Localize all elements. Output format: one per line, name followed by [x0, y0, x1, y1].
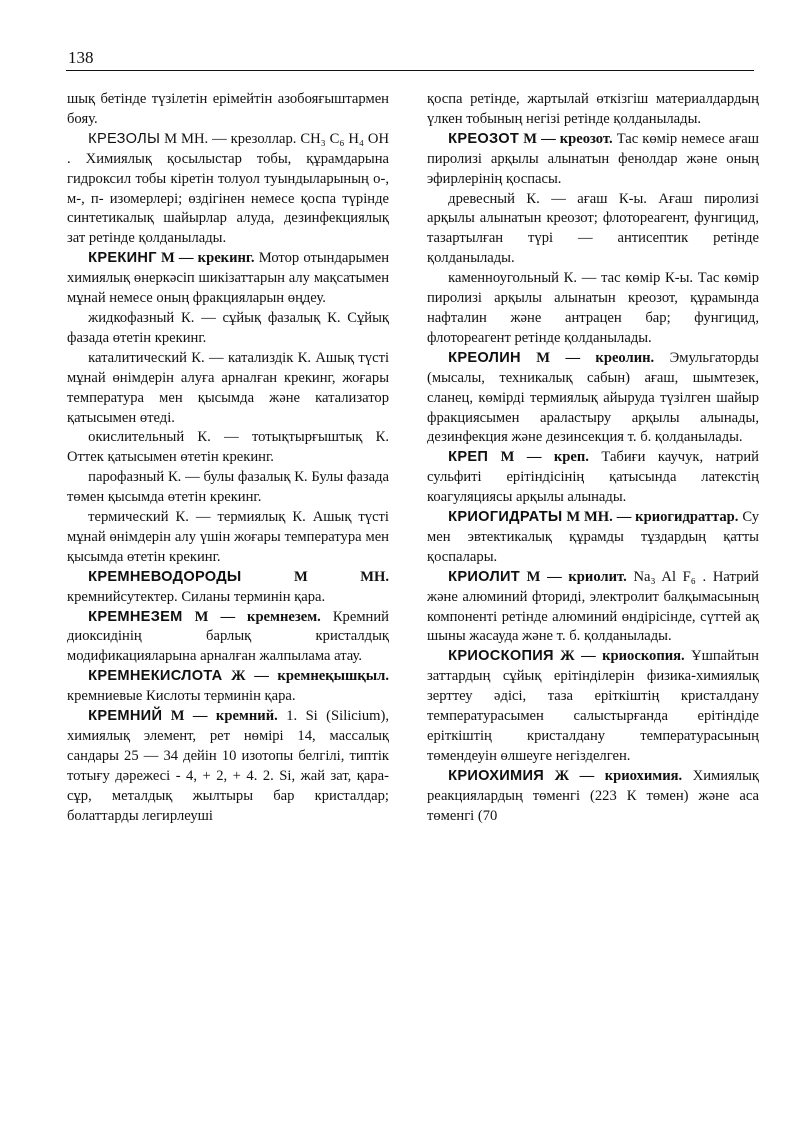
- dictionary-entry: [67, 667, 389, 707]
- entry-gender: Ж: [554, 767, 570, 784]
- entry-headword: КРИОХИМИЯ: [448, 767, 545, 784]
- entry-gender: М МН.: [164, 130, 209, 147]
- entry-translation: — креп.: [526, 449, 589, 466]
- sub-entry: [67, 508, 389, 568]
- entry-definition: Кремний диоксидінің барлық кристалдық модификацияларына арналған жалпылама атау.: [67, 608, 389, 665]
- sub-entry: [67, 468, 389, 508]
- entry-headword: КРЕКИНГ: [88, 250, 157, 267]
- entry-definition: Ұшпайтын заттардың сұйық ерітінділерін физика-химиялық зерттеу әдісі, таза еріткіштің кристалдану температурасымен салыстырғанда ерітіндіде еріткіштің кристалдану температурасының төмендеуін өлшеуге негізделген.: [427, 648, 759, 764]
- entry-definition: Мотор отындарымен химиялық өнеркәсіп шикізаттарын алу мақсатымен мұнай немесе оның фракцияларын өңдеу.: [67, 250, 389, 307]
- entry-definition: Химиялық реакциялардың төменгі (223 К төмен) және аса төменгі (70: [427, 767, 759, 824]
- sub-entry: [67, 349, 389, 429]
- entry-headword: КРЕЗОЛЫ: [88, 130, 161, 147]
- sub-entry-term: каталитический К.: [88, 349, 205, 366]
- sub-entry-term: каменноугольный К.: [448, 270, 578, 287]
- entry-headword: КРЕМНИЙ: [88, 708, 163, 725]
- entry-headword: КРИОСКОПИЯ: [448, 648, 554, 665]
- entry-gender: М МН.: [566, 509, 613, 526]
- entry-translation: — криолит.: [547, 568, 627, 585]
- entry-definition: CH₃ C₆ H₄ OH . Химиялық қосылыстар тобы, құрамдарына гидроксил тобы кіретін толуол туындыларының о-, м-, п- изомерлері; өздігінен немесе қоспа түрінде синтетикалық шайырлар алуда, дезинфекциялық зат ретінде қолданылады.: [67, 130, 389, 247]
- entry-headword: КРЕОЗОТ: [448, 130, 520, 147]
- entry-headword: КРИОГИДРАТЫ: [448, 509, 563, 526]
- sub-entry-text: — термиялық К. Ашық түсті мұнай өнімдерін алу үшін жоғары температура мен қысымда өтетін крекинг.: [67, 509, 389, 565]
- entry-gender: М: [160, 250, 175, 267]
- dictionary-entry: [427, 568, 759, 648]
- entry-headword: КРЕМНЕЗЕМ: [88, 608, 183, 625]
- sub-entry-text: — булы фазалық К. Булы фазада төмен қысымда өтетін крекинг.: [67, 469, 389, 506]
- sub-entry: [67, 309, 389, 349]
- entry-definition: Na₃ Al F₆ . Натрий және алюминий фториді, электролит балқымасының компоненті ретінде алюминий өндірісінде, сүттей ақ шыны жасауда және т. б. қолданылады.: [427, 568, 759, 645]
- dictionary-entry: [427, 767, 759, 827]
- entry-gender: Ж: [231, 668, 246, 685]
- sub-entry-term: окислительный К.: [88, 429, 211, 446]
- entry-gender: М: [536, 349, 551, 366]
- entry-gender: Ж: [560, 648, 575, 665]
- entry-definition: Табиғи каучук, натрий сульфиті ерітіндісінің қатысында латекстің коагуляциясы арқылы алынады.: [427, 449, 759, 506]
- continuation-text: шық бетінде түзілетін ерімейтін азобояғыштармен бояу.: [67, 91, 389, 127]
- sub-entry-text: — ағаш К-ы. Ағаш пиролизі арқылы алынатын креозот; флотореагент, фунгицид, тазартылған түрі — антисептик ретінде қолданылады.: [427, 190, 759, 267]
- entry-translation: — кремнеқышқыл.: [254, 668, 389, 685]
- left-column: [67, 90, 389, 827]
- entry-gender: М: [500, 449, 515, 466]
- entry-translation: — криохимия.: [579, 767, 683, 784]
- sub-entry-text: — тас көмір К-ы. Тас көмір пиролизі арқылы алынатын креозот, құрамында нафталин және антрацен бар; фунгицид, флотореагент ретінде қолданылады.: [427, 270, 759, 346]
- entry-definition: кремниевые Кислоты терминін қара.: [67, 688, 296, 705]
- dictionary-entry: [427, 130, 759, 190]
- header-rule: [66, 70, 754, 71]
- sub-entry-text: — сұйық фазалық К. Сұйық фазада өтетін крекинг.: [67, 309, 389, 346]
- sub-entry: [67, 428, 389, 468]
- sub-entry: [427, 190, 759, 270]
- sub-entry: [427, 269, 759, 349]
- entry-headword: КРЕМНЕВОДОРОДЫ: [88, 568, 242, 585]
- entry-definition: Эмульгаторды (мысалы, техникалық сабын) ағаш, шымтезек, сланец, көмірді термиялық айыруда түзілген шайыр фракциясымен араластыру арқылы алынады, дезинфекция және дезинсекция т. б. қолданылады.: [427, 349, 759, 446]
- dictionary-entry: [427, 448, 759, 508]
- entry-translation: — креозот.: [541, 130, 613, 147]
- dictionary-entry: [67, 130, 389, 249]
- entry-gender: М: [194, 608, 209, 625]
- entry-definition: Су мен эвтектикалық құрамды тұздардың қатты қоспалары.: [427, 509, 759, 565]
- entry-translation: — крекинг.: [178, 250, 255, 267]
- sub-entry-text: — тотықтырғыштық К. Оттек қатысымен өтетін крекинг.: [67, 429, 389, 466]
- page-number: 138: [68, 48, 94, 67]
- sub-entry-term: парофазный К.: [88, 469, 182, 486]
- dictionary-entry: [67, 568, 389, 608]
- dictionary-entry: [67, 608, 389, 668]
- dictionary-entry: [67, 249, 389, 309]
- entry-definition: кремнийсутектер. Силаны терминін қара.: [67, 588, 326, 605]
- entry-translation: — кремнезем.: [220, 608, 321, 625]
- entry-gender: М: [526, 568, 541, 585]
- entry-headword: КРИОЛИТ: [448, 568, 520, 585]
- entry-definition: Тас көмір немесе ағаш пиролизі арқылы алынатын фенолдар және оның эфирлерінің қоспасы.: [427, 130, 759, 187]
- right-column: [427, 90, 759, 827]
- dictionary-entry: [427, 349, 759, 449]
- dictionary-entry: [427, 647, 759, 766]
- entry-gender: М: [170, 708, 185, 725]
- entry-translation: — креолин.: [565, 349, 655, 366]
- sub-entry-term: термический К.: [88, 509, 189, 526]
- entry-headword: КРЕОЛИН: [448, 349, 521, 366]
- dictionary-entry: [67, 707, 389, 826]
- entry-headword: КРЕП: [448, 449, 489, 466]
- sub-entry-term: древесный К.: [448, 190, 540, 207]
- entry-headword: КРЕМНЕКИСЛОТА: [88, 668, 223, 685]
- sub-entry-term: жидкофазный К.: [88, 309, 195, 326]
- entry-definition: 1. Si (Silicium), химиялық элемент, рет нөмірі 14, массалық сандары 25 — 34 дейін 10 изотопы белгілі, типтік тотығу дәрежесі - 4, + 2, + 4. 2. Si, жай зат, қара-сұр, металдық жылтыры бар кристалдар; болаттарды легирлеуші: [67, 708, 389, 824]
- entry-translation: — кремний.: [192, 708, 278, 725]
- entry-translation: — крезоллар.: [212, 130, 297, 147]
- entry-translation: — криогидраттар.: [616, 509, 739, 526]
- dictionary-entry: [427, 508, 759, 568]
- entry-gender: М: [523, 130, 537, 147]
- entry-gender: М МН.: [293, 568, 389, 585]
- sub-entry-text: — катализдік К. Ашық түсті мұнай өнімдерін алуға арналған крекинг, жоғары температура мен қысымда және катализатор қатысымен өтеді.: [67, 349, 390, 426]
- entry-translation: — криоскопия.: [581, 648, 685, 665]
- continuation-text: қоспа ретінде, жартылай өткізгіш материалдардың үлкен тобының негізі ретінде қолданылады.: [427, 91, 759, 127]
